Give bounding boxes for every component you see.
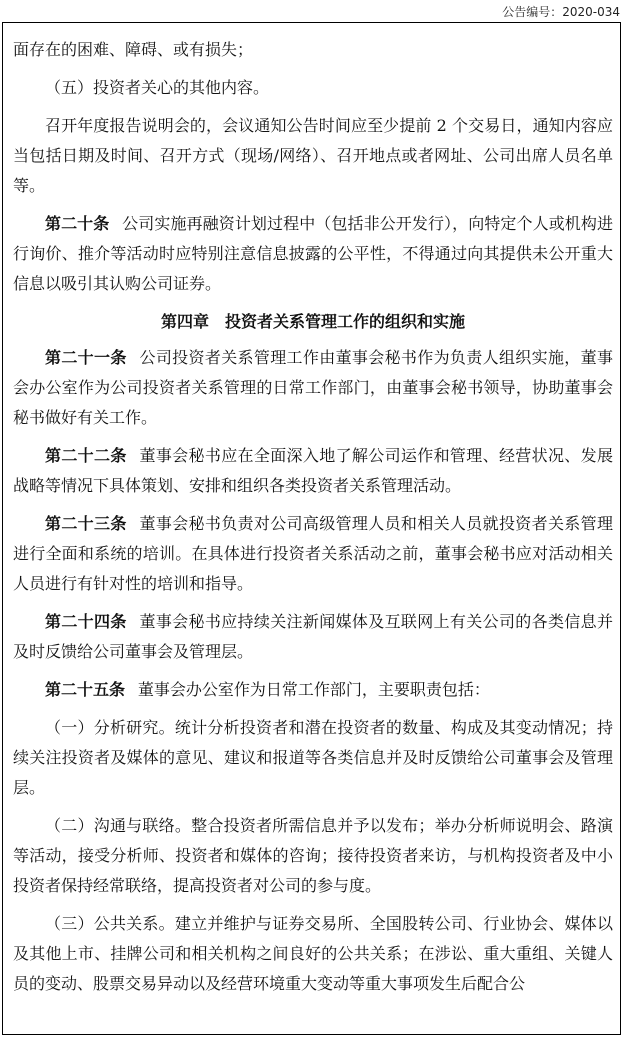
duty-communication	[13, 811, 613, 901]
article-text: 公司实施再融资计划过程中（包括非公开发行），向特定个人或机构进行询价、推介等活动时应特别注意信息披露的公平性，不得通过向其提供未公开重大信息以吸引其认购公司证券。	[13, 214, 613, 293]
article-23	[13, 509, 613, 599]
document-header	[0, 0, 626, 22]
article-label: 第二十二条	[45, 446, 127, 465]
paragraph-text: 面存在的困难、障碍、或有损失；	[13, 40, 254, 59]
announcement-number: 公告编号：2020-034	[502, 5, 620, 19]
article-label: 第二十五条	[45, 680, 126, 699]
article-24	[13, 607, 613, 667]
article-text: 董事会办公室作为日常工作部门，主要职责包括：	[137, 680, 490, 699]
paragraph-text: （五）投资者关心的其他内容。	[45, 78, 270, 97]
duty-public-relations	[13, 909, 613, 999]
document-body	[13, 35, 613, 1007]
paragraph-annual-report-meeting	[13, 111, 613, 201]
chapter-title: 第四章 投资者关系管理工作的组织和实施	[160, 312, 465, 331]
article-label: 第二十一条	[45, 348, 127, 367]
article-text: 董事会秘书应持续关注新闻媒体及互联网上有关公司的各类信息并及时反馈给公司董事会及管理层。	[13, 612, 613, 661]
article-text: 董事会秘书应在全面深入地了解公司运作和管理、经营状况、发展战略等情况下具体策划、安排和组织各类投资者关系管理活动。	[13, 446, 613, 495]
article-21	[13, 343, 613, 433]
paragraph-text: （一）分析研究。统计分析投资者和潜在投资者的数量、构成及其变动情况；持续关注投资者及媒体的意见、建议和报道等各类信息并及时反馈给公司董事会及管理层。	[13, 718, 613, 797]
article-25	[13, 675, 613, 705]
article-22	[13, 441, 613, 501]
article-20	[13, 209, 613, 299]
article-label: 第二十条	[45, 214, 110, 233]
paragraph-text: （三）公共关系。建立并维护与证券交易所、全国股转公司、行业协会、媒体以及其他上市、挂牌公司和相关机构之间良好的公共关系；在涉讼、重大重组、关键人员的变动、股票交易异动以及经营环境重大变动等重大事项发生后配合公	[13, 914, 613, 993]
article-text: 董事会秘书负责对公司高级管理人员和相关人员就投资者关系管理进行全面和系统的培训。在具体进行投资者关系活动之前，董事会秘书应对活动相关人员进行有针对性的培训和指导。	[13, 514, 613, 593]
article-label: 第二十四条	[45, 612, 127, 631]
duty-analysis	[13, 713, 613, 803]
paragraph-continued	[13, 35, 613, 65]
paragraph-text: （二）沟通与联络。整合投资者所需信息并予以发布；举办分析师说明会、路演等活动，接受分析师、投资者和媒体的咨询；接待投资者来访，与机构投资者及中小投资者保持经常联络，提高投资者对公司的参与度。	[13, 816, 613, 895]
page-frame	[2, 22, 621, 1035]
article-text: 公司投资者关系管理工作由董事会秘书作为负责人组织实施，董事会办公室作为公司投资者关系管理的日常工作部门，由董事会秘书领导，协助董事会秘书做好有关工作。	[13, 348, 613, 427]
paragraph-item-five	[13, 73, 613, 103]
paragraph-text: 召开年度报告说明会的，会议通知公告时间应至少提前 2 个交易日，通知内容应当包括日期及时间、召开方式（现场/网络）、召开地点或者网址、公司出席人员名单等。	[13, 116, 613, 195]
article-label: 第二十三条	[45, 514, 127, 533]
